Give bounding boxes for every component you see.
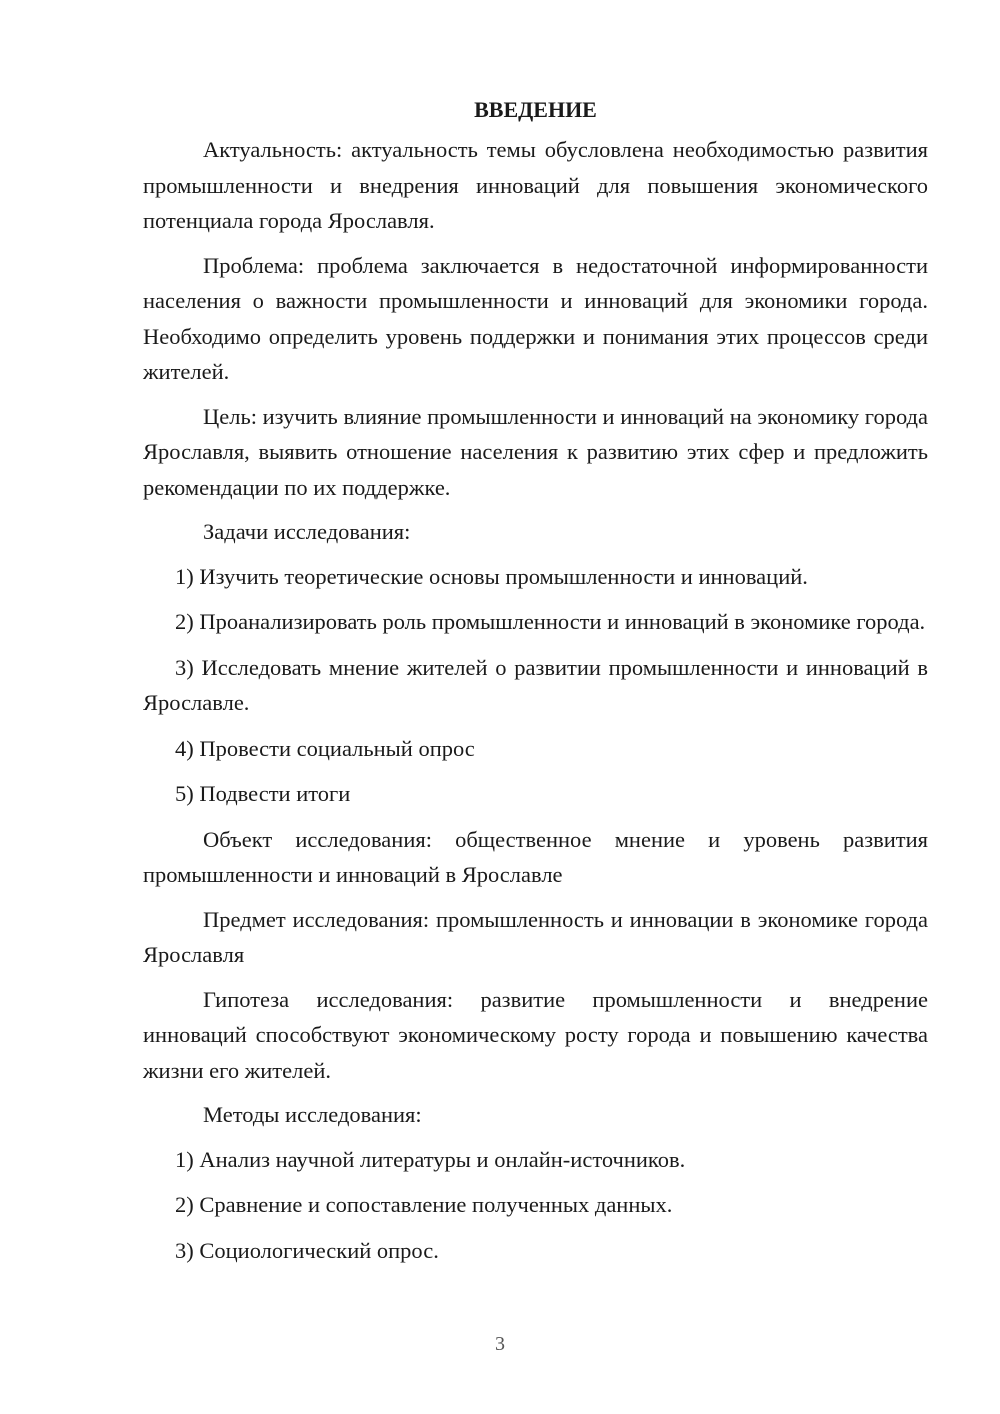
task-item-2: 2) Проанализировать роль промышленности и инноваций в экономике города. <box>175 609 926 634</box>
document-title: ВВЕДЕНИЕ <box>474 97 597 122</box>
goal-paragraph: Цель: изучить влияние промышленности и инноваций на экономику города Ярославля, выявить отношение населения к развитию этих сфер и предложить рекомендации по их поддержке. <box>143 403 928 500</box>
tasks-heading: Задачи исследования: <box>203 519 411 544</box>
object-paragraph: Объект исследования: общественное мнение и уровень развития промышленности и инноваций в Ярославле <box>143 826 928 887</box>
methods-heading: Методы исследования: <box>203 1102 422 1127</box>
hypothesis-paragraph: Гипотеза исследования: развитие промышленности и внедрение инноваций способствуют экономическому росту города и повышению качества жизни его жителей. <box>143 986 928 1083</box>
relevance-paragraph: Актуальность: актуальность темы обусловлена необходимостью развития промышленности и внедрения инноваций для повышения экономического потенциала города Ярославля. <box>143 137 928 233</box>
page-number: 3 <box>495 1333 505 1355</box>
task-item-3: 3) Исследовать мнение жителей о развитии промышленности и инноваций в Ярославле. <box>143 654 928 715</box>
subject-paragraph: Предмет исследования: промышленность и инновации в экономике города Ярославля <box>143 906 928 967</box>
method-item-3: 3) Социологический опрос. <box>175 1237 439 1263</box>
problem-paragraph: Проблема: проблема заключается в недостаточной информированности населения о важности промышленности и инноваций для экономики города. Необходимо определить уровень поддержки и понимания этих процессов среди жителей. <box>143 252 928 384</box>
method-item-1: 1) Анализ научной литературы и онлайн-источников. <box>175 1146 686 1172</box>
document-page <box>143 92 928 1278</box>
method-item-2: 2) Сравнение и сопоставление полученных данных. <box>175 1192 673 1217</box>
task-item-5: 5) Подвести итоги <box>175 781 351 806</box>
task-item-4: 4) Провести социальный опрос <box>175 735 475 761</box>
task-item-1: 1) Изучить теоретические основы промышленности и инноваций. <box>175 563 808 589</box>
